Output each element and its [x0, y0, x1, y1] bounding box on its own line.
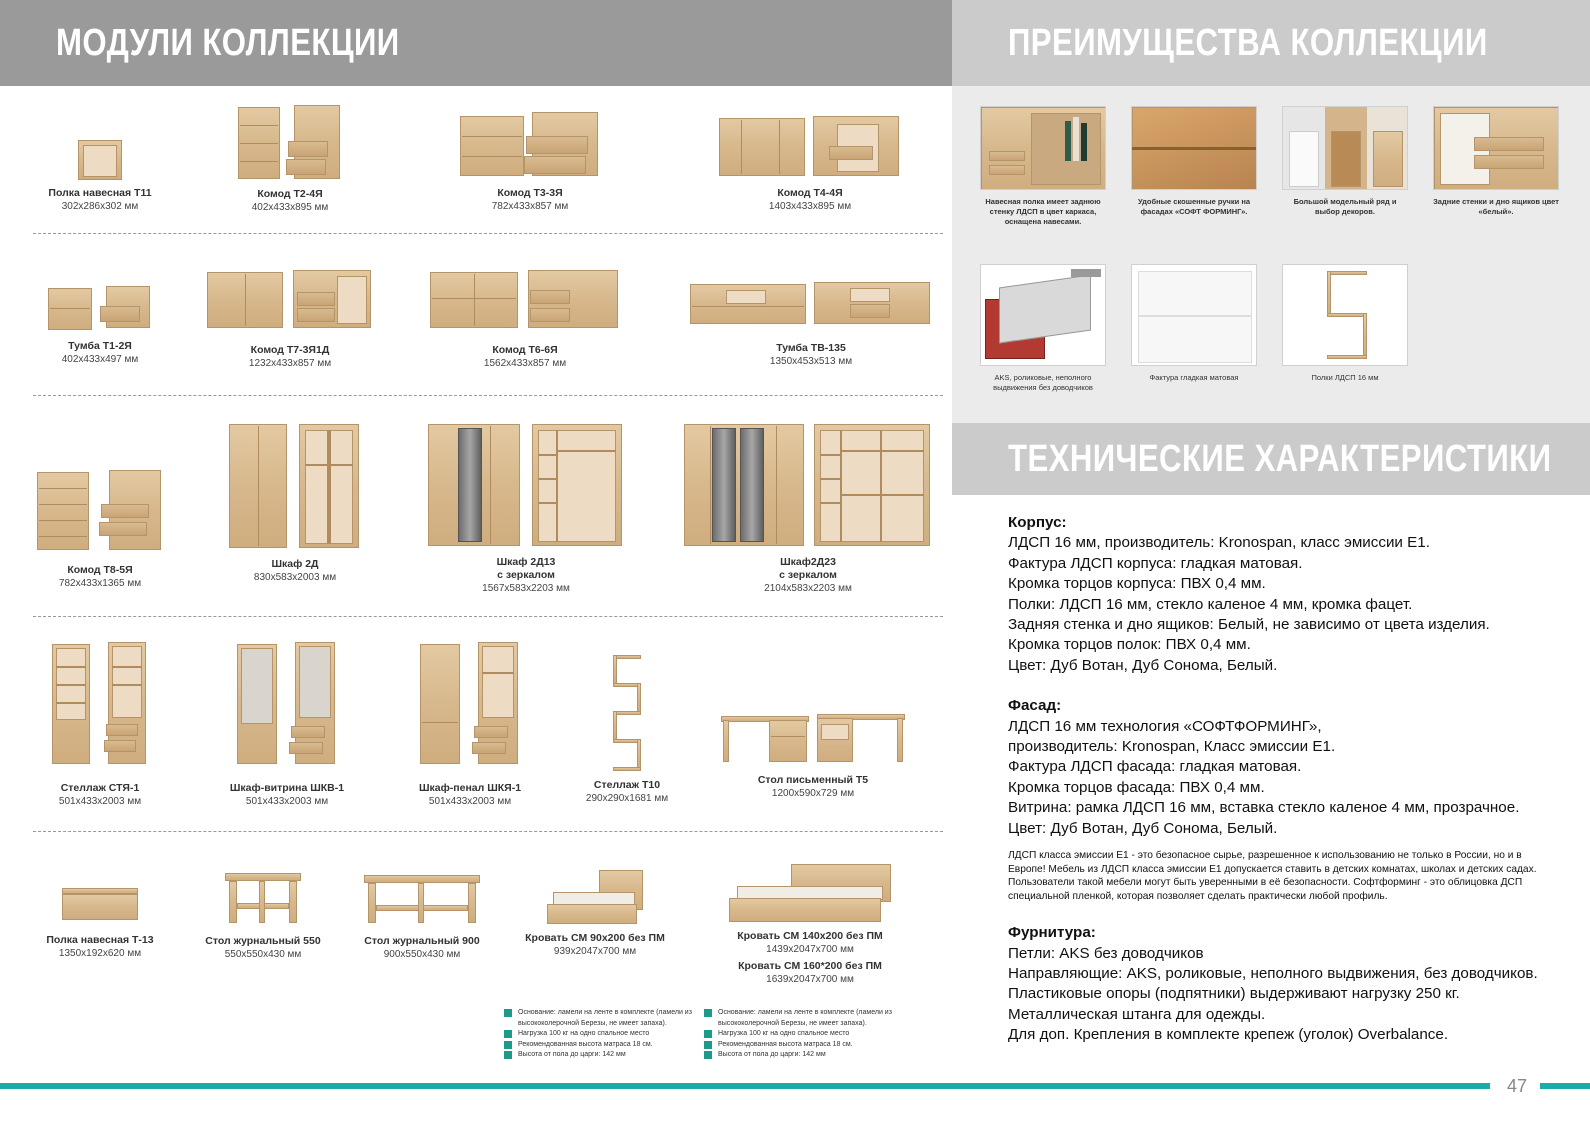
product-name: Стеллаж СТЯ-1 — [60, 782, 140, 794]
product-name: Стол письменный Т5 — [757, 774, 869, 786]
product-name: Тумба Т1-2Я — [68, 340, 132, 352]
product-card[interactable] — [40, 140, 160, 213]
spec-line: Цвет: Дуб Вотан, Дуб Сонома, Белый. — [1008, 656, 1278, 674]
korpus-title: Корпус: — [1008, 514, 1067, 531]
product-name-line2: с зеркалом — [497, 569, 555, 581]
row-divider — [33, 831, 943, 832]
product-dims: 1439х2047х700 мм — [766, 944, 854, 955]
product-image — [460, 110, 600, 180]
product-dims: 782х433х1365 мм — [58, 578, 142, 589]
product-dims-alt: 1639х2047х700 мм — [766, 974, 854, 985]
product-name: Стол журнальный 550 — [205, 935, 321, 947]
product-dims: 830х583х2003 мм — [253, 572, 337, 583]
spec-line: Кромка торцов фасада: ПВХ 0,4 мм. — [1008, 778, 1265, 796]
product-image — [719, 112, 901, 180]
product-image — [52, 642, 148, 766]
product-name: Шкаф 2Д13 — [496, 556, 556, 568]
product-dims: 1567х583х2203 мм — [482, 583, 570, 594]
product-dims: 782х433х857 мм — [491, 201, 569, 212]
product-name: Полка навесная Т11 — [48, 187, 152, 199]
product-card[interactable] — [455, 110, 605, 213]
advantage-card[interactable] — [980, 264, 1106, 393]
product-name: Комод Т8-5Я — [67, 564, 133, 576]
spec-line: Металлическая штанга для одежды. — [1008, 1005, 1266, 1023]
product-dims: 402х433х497 мм — [61, 354, 139, 365]
product-card[interactable] — [40, 642, 160, 808]
product-image — [684, 424, 932, 548]
advantage-card[interactable] — [1433, 106, 1559, 217]
spec-line: Фактура ЛДСП корпуса: гладкая матовая. — [1008, 554, 1303, 572]
product-name: Шкаф 2Д — [271, 558, 319, 570]
note-item — [704, 1050, 904, 1061]
spec-line: Пластиковые опоры (подпятники) выдерживают нагрузку 250 кг. — [1008, 985, 1460, 1003]
spec-line: Витрина: рамка ЛДСП 16 мм, вставка стекло каленое 4 мм, прозрачное. — [1008, 799, 1520, 817]
advantage-card[interactable] — [1282, 264, 1408, 383]
product-image — [225, 873, 301, 925]
bullet-square-icon — [704, 1009, 712, 1017]
bullet-square-icon — [504, 1051, 512, 1059]
advantages-title: ПРЕИМУЩЕСТВА КОЛЛЕКЦИИ — [1008, 21, 1488, 64]
spec-line: Петли: AKS без доводчиков — [1008, 944, 1204, 962]
bullet-square-icon — [504, 1041, 512, 1049]
advantage-caption: Большой модельный ряд и выбор декоров. — [1293, 197, 1397, 216]
tech-specs — [1008, 513, 1578, 1046]
note-text: Рекомендованная высота матраса 18 см. — [518, 1040, 653, 1048]
product-dims: 501х433х2003 мм — [58, 796, 142, 807]
advantage-image — [1433, 106, 1559, 190]
note-line: Европе! Мебель из ЛДСП класса эмиссии Е1 допускается ставить в детских комнатах, школах и детских садах. — [1008, 863, 1537, 875]
product-card[interactable] — [688, 280, 934, 368]
spec-line: Кромка торцов полок: ПВХ 0,4 мм. — [1008, 636, 1251, 654]
note-item — [504, 1040, 704, 1051]
product-name: Шкаф-пенал ШКЯ-1 — [418, 782, 522, 794]
product-name: Комод Т2-4Я — [257, 188, 323, 200]
advantage-caption: Задние стенки и дно ящиков цвет «белый». — [1433, 197, 1559, 216]
product-name-line2: с зеркалом — [779, 569, 837, 581]
advantage-image — [1131, 264, 1257, 366]
note-item — [704, 1040, 904, 1051]
note-text: Нагрузка 100 кг на одно спальное место — [518, 1030, 650, 1037]
product-dims: 290х290х1681 мм — [585, 793, 669, 804]
footer-bar-right — [1540, 1083, 1590, 1089]
note-item — [504, 1050, 704, 1061]
advantage-card[interactable] — [1131, 106, 1257, 217]
note-text: Высота от пола до царги: 142 мм — [718, 1051, 826, 1058]
product-name: Комод Т6-6Я — [492, 344, 558, 356]
product-image — [238, 105, 342, 181]
furnitura-title: Фурнитура: — [1008, 924, 1096, 942]
product-name: Стеллаж Т10 — [593, 779, 661, 791]
spec-line: ЛДСП 16 мм, производитель: Kronospan, класс эмиссии Е1. — [1008, 534, 1430, 552]
note-item — [704, 1008, 904, 1029]
product-name: Шкаф2Д23 — [780, 556, 836, 568]
product-card[interactable] — [36, 470, 164, 590]
bullet-square-icon — [704, 1051, 712, 1059]
product-card[interactable] — [198, 873, 328, 961]
advantage-card[interactable] — [980, 106, 1106, 227]
advantage-image — [1282, 264, 1408, 366]
product-card[interactable] — [715, 112, 905, 213]
product-image — [729, 864, 891, 926]
product-dims: 1232х433х857 мм — [248, 358, 332, 369]
product-name-alt: Кровать СМ 160*200 без ПМ — [738, 960, 882, 972]
product-card[interactable] — [40, 284, 160, 366]
tech-title: ТЕХНИЧЕСКИЕ ХАРАКТЕРИСТИКИ — [1008, 437, 1552, 480]
advantage-image — [980, 264, 1106, 366]
product-dims: 302х286х302 мм — [61, 201, 139, 212]
footer-bar — [0, 1083, 1490, 1089]
product-dims: 1562х433х857 мм — [483, 358, 567, 369]
product-dims: 900х550х430 мм — [383, 949, 461, 960]
bullet-square-icon — [704, 1030, 712, 1038]
spec-line: Задняя стенка и дно ящиков: Белый, не зависимо от цвета изделия. — [1008, 616, 1490, 634]
product-image — [430, 270, 620, 332]
bed-notes-140 — [704, 1008, 904, 1061]
product-dims: 1403х433х895 мм — [768, 201, 852, 212]
product-image — [690, 280, 932, 328]
product-name: Комод Т3-3Я — [497, 187, 563, 199]
product-name: Комод Т4-4Я — [777, 187, 843, 199]
tech-header — [952, 423, 1590, 495]
modules-header — [0, 0, 952, 86]
product-card[interactable] — [430, 270, 620, 370]
product-image — [364, 875, 480, 925]
product-image — [62, 884, 138, 922]
product-image — [37, 470, 163, 552]
bullet-square-icon — [704, 1041, 712, 1049]
advantage-image — [1282, 106, 1408, 190]
advantage-caption: Полки ЛДСП 16 мм — [1311, 373, 1379, 382]
product-dims: 501х433х2003 мм — [428, 796, 512, 807]
spec-line: Полки: ЛДСП 16 мм, стекло каленое 4 мм, кромка фацет. — [1008, 595, 1413, 613]
fasad-title: Фасад: — [1008, 697, 1062, 715]
product-name: Кровать СМ 90х200 без ПМ — [525, 932, 665, 944]
page-number: 47 — [1506, 1076, 1528, 1096]
product-card[interactable] — [426, 424, 626, 595]
product-image — [547, 870, 643, 928]
advantage-card[interactable] — [1282, 106, 1408, 217]
product-card[interactable] — [220, 424, 370, 584]
advantages-header — [952, 0, 1590, 86]
advantage-card[interactable] — [1131, 264, 1257, 383]
product-image — [420, 642, 520, 766]
product-name: Тумба ТВ-135 — [776, 342, 846, 354]
spec-line: Направляющие: AKS, роликовые, неполного выдвижения, без доводчиков. — [1008, 964, 1538, 982]
modules-title: МОДУЛИ КОЛЛЕКЦИИ — [56, 21, 400, 64]
product-image — [237, 642, 337, 766]
note-text: Нагрузка 100 кг на одно спальное место — [718, 1030, 850, 1037]
note-item — [504, 1029, 704, 1040]
product-dims: 1350х192х620 мм — [58, 948, 142, 959]
note-line: Пользователи такой мебели могут быть уверенными в её безопасности. Софтформинг - это облицовка ДСП — [1008, 877, 1523, 889]
product-card[interactable] — [718, 710, 908, 800]
product-name: Кровать СМ 140х200 без ПМ — [737, 930, 883, 942]
row-divider — [33, 616, 943, 617]
advantage-image — [1131, 106, 1257, 190]
advantage-caption: Фактура гладкая матовая — [1149, 373, 1239, 382]
bed-notes-90 — [504, 1008, 704, 1061]
product-card[interactable] — [230, 105, 350, 214]
spec-line: Фактура ЛДСП фасада: гладкая матовая. — [1008, 758, 1302, 776]
product-name: Шкаф-витрина ШКВ-1 — [229, 782, 345, 794]
spec-line: ЛДСП 16 мм технология «СОФТФОРМИНГ», — [1008, 717, 1322, 735]
note-line: ЛДСП класса эмиссии Е1 - это безопасное сырье, разрешенное к использованию не только в России, но и в — [1008, 850, 1522, 862]
product-dims: 1200х590х729 мм — [771, 788, 855, 799]
spec-line: производитель: Kronospan, Класс эмиссии Е1. — [1008, 738, 1336, 756]
product-card[interactable] — [683, 424, 933, 595]
row-divider — [33, 233, 943, 234]
product-image — [207, 270, 373, 332]
bullet-square-icon — [504, 1030, 512, 1038]
product-card[interactable] — [405, 642, 535, 808]
advantage-image — [980, 106, 1106, 190]
note-text: Рекомендованная высота матраса 18 см. — [718, 1040, 853, 1048]
product-image — [721, 710, 905, 766]
product-card[interactable] — [572, 655, 682, 805]
product-dims: 1350х453х513 мм — [769, 356, 853, 367]
note-item — [504, 1008, 704, 1029]
product-image — [611, 655, 643, 773]
spec-line: Кромка торцов корпуса: ПВХ 0,4 мм. — [1008, 575, 1266, 593]
row-divider — [33, 395, 943, 396]
product-card[interactable] — [715, 864, 905, 986]
product-dims: 501х433х2003 мм — [245, 796, 329, 807]
advantage-caption: Навесная полка имеет заднюю стенку ЛДСП в цвет каркаса, оснащена навесами. — [985, 197, 1101, 226]
product-dims: 2104х583х2203 мм — [764, 583, 852, 594]
product-card[interactable] — [352, 875, 492, 961]
e1-note — [1008, 849, 1578, 903]
note-text: Высота от пола до царги: 142 мм — [518, 1051, 626, 1058]
advantage-caption: AKS, роликовые, неполного выдвижения без доводчиков — [993, 373, 1093, 392]
spec-line: Цвет: Дуб Вотан, Дуб Сонома, Белый. — [1008, 819, 1278, 837]
product-dims: 939х2047х700 мм — [553, 946, 637, 957]
bullet-square-icon — [504, 1009, 512, 1017]
product-card[interactable] — [520, 870, 670, 958]
product-card[interactable] — [38, 884, 162, 960]
product-card[interactable] — [222, 642, 352, 808]
note-text: Основание: ламели на ленте в комплекте (ламели из высококолерочной Березы, не имеет запаха). — [518, 1009, 692, 1027]
note-line: специальной пленкой, которая позволяет сделать практически любой профиль. — [1008, 890, 1388, 902]
product-image — [428, 424, 624, 548]
product-card[interactable] — [205, 270, 375, 370]
product-name: Стол журнальный 900 — [364, 935, 480, 947]
product-image — [78, 140, 122, 180]
product-name: Комод Т7-3Я1Д — [250, 344, 330, 356]
product-image — [48, 284, 152, 332]
product-image — [227, 424, 363, 550]
product-dims: 402х433х895 мм — [251, 202, 329, 213]
spec-line: Для доп. Крепления в комплекте крепеж (уголок) Overbalance. — [1008, 1026, 1449, 1044]
product-name: Полка навесная Т-13 — [46, 934, 154, 946]
product-dims: 550х550х430 мм — [224, 949, 302, 960]
advantage-caption: Удобные скошенные ручки на фасадах «СОФТ ФОРМИНГ». — [1137, 197, 1251, 216]
note-item — [704, 1029, 904, 1040]
note-text: Основание: ламели на ленте в комплекте (ламели из высококолерочной Березы, не имеет запаха). — [718, 1009, 892, 1027]
